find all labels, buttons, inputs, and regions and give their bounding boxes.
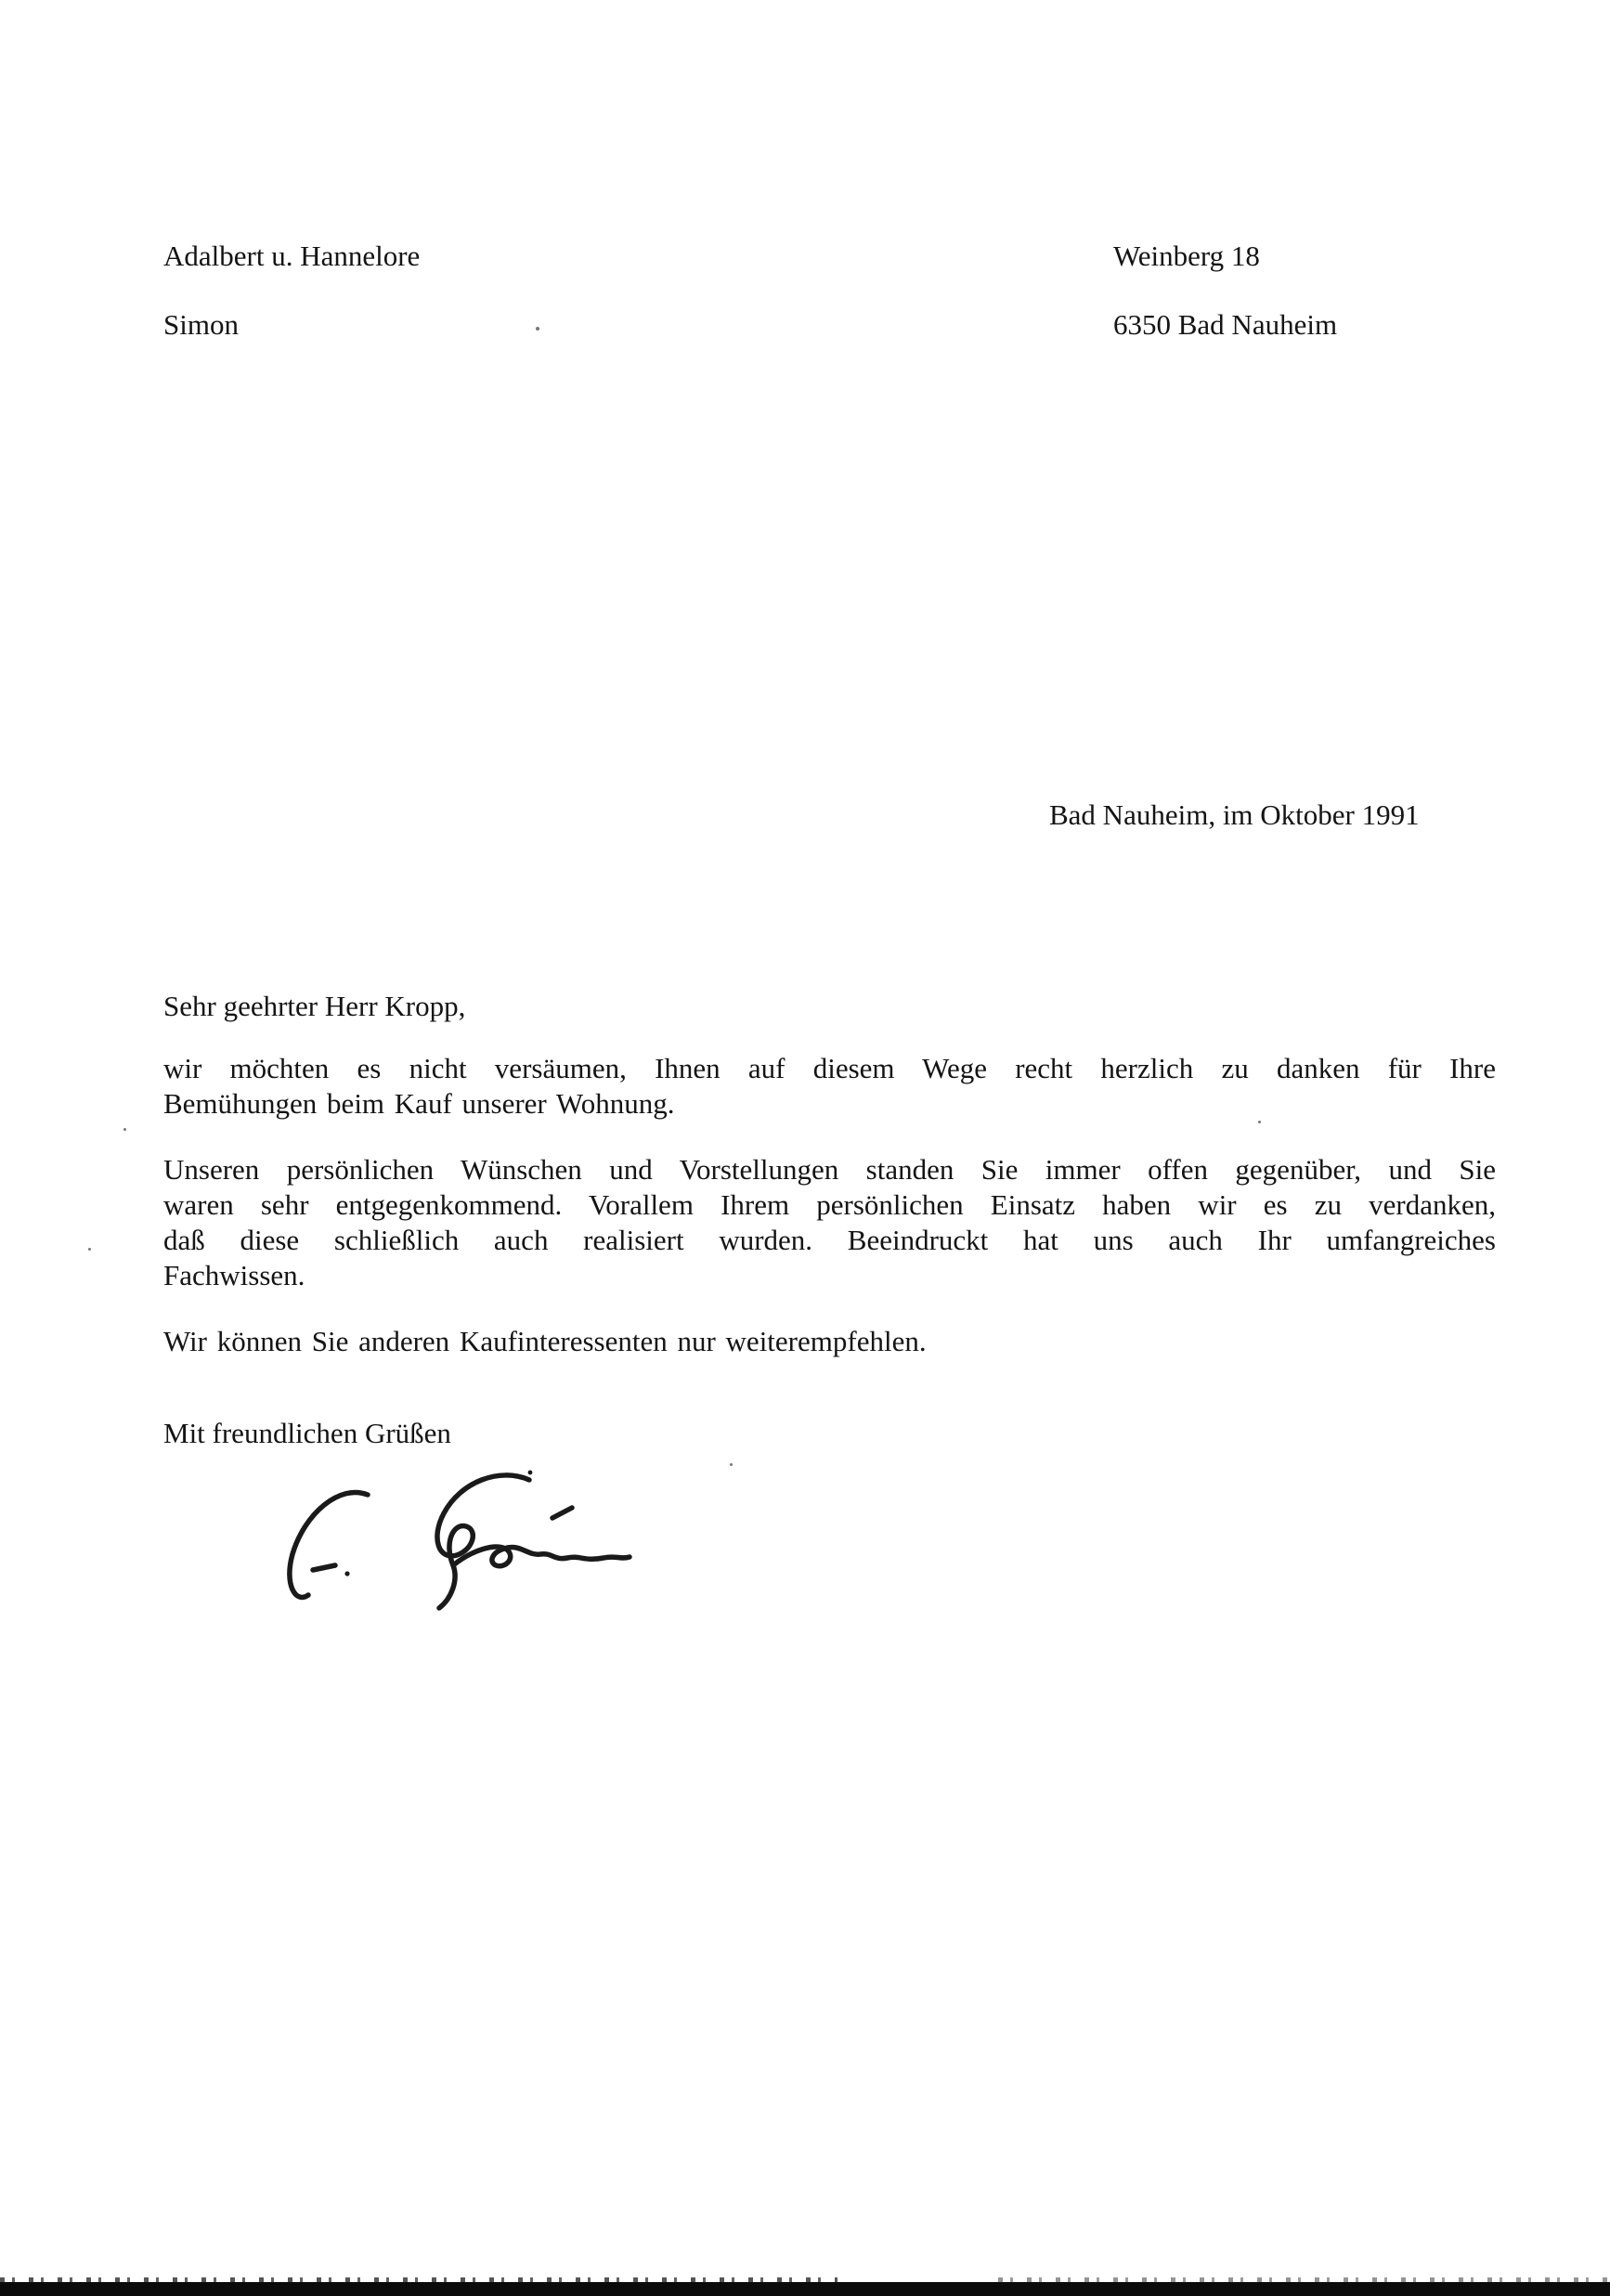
signature-handwriting bbox=[221, 1465, 639, 1637]
sender-address-block bbox=[1113, 204, 1337, 376]
body-paragraph-line: Unseren persönlichen Wünschen und Vorstellungen standen Sie immer offen gegenüber, und Sie bbox=[163, 1153, 1496, 1186]
scan-speck bbox=[536, 327, 539, 331]
body-paragraph-line: Fachwissen. bbox=[163, 1259, 305, 1291]
address-city: 6350 Bad Nauheim bbox=[1113, 308, 1338, 341]
body-paragraph-line: Wir können Sie anderen Kaufinteressenten nur weiterempfehlen. bbox=[163, 1325, 927, 1357]
sender-name-line1: Adalbert u. Hannelore bbox=[163, 240, 421, 272]
address-street: Weinberg 18 bbox=[1113, 240, 1260, 272]
letter-body bbox=[163, 1051, 1496, 1390]
body-paragraph-line: Bemühungen beim Kauf unserer Wohnung. bbox=[163, 1087, 675, 1120]
body-paragraph-line: daß diese schließlich auch realisiert wurden. Beeindruckt hat uns auch Ihr umfangreiches bbox=[163, 1224, 1496, 1256]
dateline: Bad Nauheim, im Oktober 1991 bbox=[1049, 798, 1420, 831]
scan-speck bbox=[88, 1248, 91, 1251]
scan-speck bbox=[1258, 1121, 1261, 1123]
body-paragraph bbox=[163, 1152, 1496, 1293]
body-paragraph-line: wir möchten es nicht versäumen, Ihnen auf diesem Wege recht herzlich zu danken für Ihre bbox=[163, 1052, 1496, 1084]
scan-speck bbox=[123, 1128, 126, 1131]
body-paragraph-line: waren sehr entgegenkommend. Vorallem Ihrem persönlichen Einsatz haben wir es zu verdanken, bbox=[163, 1188, 1496, 1221]
sender-name-line2: Simon bbox=[163, 308, 239, 341]
body-paragraph bbox=[163, 1324, 1496, 1359]
scan-edge-artifact bbox=[0, 2282, 1610, 2296]
salutation: Sehr geehrter Herr Kropp, bbox=[163, 990, 466, 1022]
closing-phrase: Mit freundlichen Grüßen bbox=[163, 1417, 451, 1449]
sender-name-block bbox=[163, 204, 420, 376]
scan-speck bbox=[730, 1463, 733, 1466]
body-paragraph bbox=[163, 1051, 1496, 1122]
